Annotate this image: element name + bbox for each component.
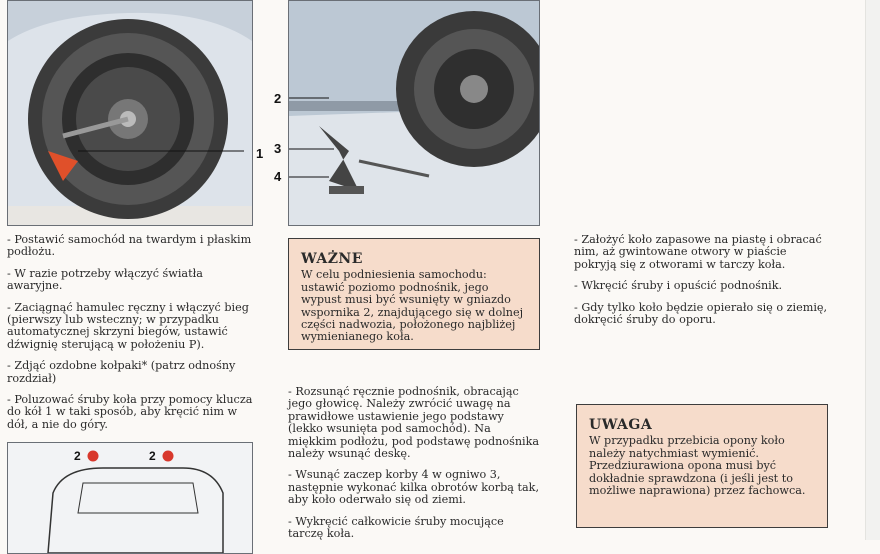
middle-paragraph: - Wsunąć zaczep korby 4 w ogniwo 3, następnie wykonać kilka obrotów korbą tak, aby koło oderwało się od ziemi. [288, 468, 539, 507]
callout-2: 2 [274, 91, 282, 106]
right-paragraph: - Założyć koło zapasowe na piastę i obracać nim, aż gwintowane otwory w piaście pokryją się z otworami w tarczy koła. [574, 233, 822, 271]
left-paragraph: - Postawić samochód na twardym i płaskim podłożu. [7, 233, 252, 259]
car-topview-illustration [8, 443, 252, 553]
wheel-wrench-illustration [8, 1, 252, 225]
right-paragraph: - Wkręcić śruby i opuścić podnośnik. [574, 279, 783, 293]
callout-4: 4 [274, 169, 282, 184]
callout-2-left: 2 [74, 449, 81, 463]
callout-1: 1 [256, 146, 264, 161]
wheel-wrench-figure [7, 0, 253, 226]
right-column [574, 234, 828, 335]
jack-point-marker [163, 451, 174, 462]
middle-paragraph: - Wykręcić całkowicie śruby mocujące tarczę koła. [288, 514, 504, 541]
uwaga-text: W przypadku przebicia opony koło należy natychmiast wymienić. Przedziurawiona opona musi być dokładnie sprawdzona (i jeśli jest to możliwe naprawiona) przez fachowca. [589, 434, 806, 498]
left-paragraph: - Poluzować śruby koła przy pomocy klucza do kół 1 w taki sposób, aby kręcić nim w dół, a nie do góry. [7, 393, 253, 431]
left-paragraph: - W razie potrzeby włączyć światła awaryjne. [7, 266, 203, 293]
left-column [7, 234, 253, 440]
uwaga-box [576, 404, 828, 528]
left-paragraph: - Zdjąć ozdobne kołpaki* (patrz odnośny rozdział) [7, 359, 236, 385]
callout-3: 3 [274, 141, 282, 156]
wazne-text: W celu podniesienia samochodu: ustawić poziomo podnośnik, jego wypust musi być wsunięty w gniazdo wspornika 2, znajdującego się w dolnej części nadwozia, położonego najbliżej wymienianego koła. [301, 268, 524, 344]
wazne-box [288, 238, 540, 350]
left-paragraph: - Zaciągnąć hamulec ręczny i włączyć bieg (pierwszy lub wsteczny; w przypadku automatycznej skrzyni biegów, ustawić dźwignię sterującą w położeniu P). [7, 300, 249, 351]
middle-column [288, 386, 540, 549]
page-edge [865, 0, 880, 540]
wazne-title: WAŻNE [301, 251, 363, 267]
jack-point-marker [88, 451, 99, 462]
uwaga-title: UWAGA [589, 417, 653, 433]
jack-figure [288, 0, 540, 226]
middle-paragraph: - Rozsunąć ręcznie podnośnik, obracając jego głowicę. Należy zwrócić uwagę na prawidłowe ustawienie jego podstawy (lekko wsunięta pod samochód). Na miękkim podłożu, pod podstawę podnośnika należy wsunąć deskę. [288, 385, 540, 461]
right-paragraph: - Gdy tylko koło będzie opierało się o ziemię, dokręcić śruby do oporu. [574, 300, 828, 327]
callout-2-right: 2 [149, 449, 156, 463]
car-topview-figure [7, 442, 253, 554]
jack-illustration [289, 1, 539, 225]
